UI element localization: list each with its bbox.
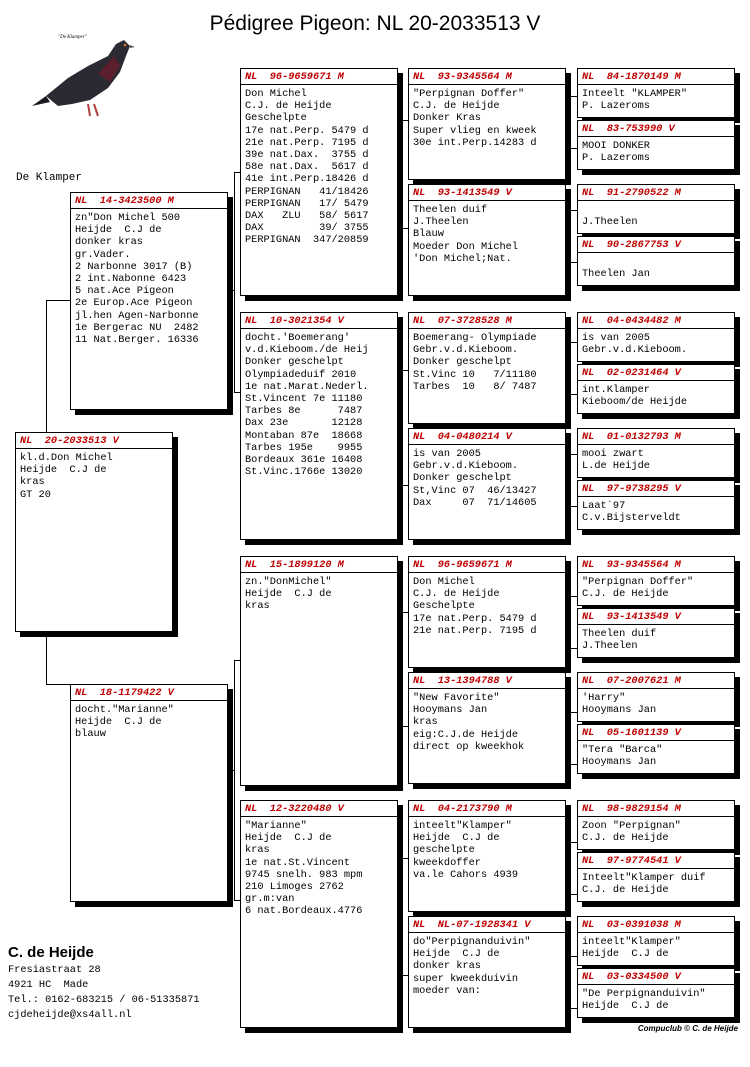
ancestor-card xyxy=(577,236,735,286)
ring-number: NL 93-9345564 M xyxy=(409,69,565,85)
ancestor-card xyxy=(577,120,735,170)
pigeon-details: Laat`97 C.v.Bijsterveldt xyxy=(582,500,681,525)
ring-number: NL 03-0391038 M xyxy=(578,917,734,933)
connector-line xyxy=(228,770,235,771)
pigeon-details: Theelen duif J.Theelen xyxy=(582,628,657,653)
breeder-address: Fresiastraat 28 xyxy=(8,964,101,976)
connector-line xyxy=(570,1008,577,1009)
ring-number: NL 13-1394788 V xyxy=(409,673,565,689)
ancestor-card xyxy=(577,916,735,966)
ring-number: NL 03-0334500 V xyxy=(578,969,734,985)
ring-number: NL 04-0434482 M xyxy=(578,313,734,329)
connector-line xyxy=(400,975,408,976)
pigeon-details: do"Perpignanduivin" Heijde C.J de donker kras super kweekduivin moeder van: xyxy=(413,936,531,997)
ring-number: NL 07-3728528 M xyxy=(409,313,565,329)
connector-line xyxy=(566,368,571,369)
great-grandparent-card xyxy=(408,312,566,424)
photo-label: "De Klamper" xyxy=(58,35,87,40)
ring-number: NL 93-9345564 M xyxy=(578,557,734,573)
connector-line xyxy=(400,370,408,371)
connector-line xyxy=(570,764,577,765)
ancestor-card xyxy=(577,480,735,530)
ring-number: NL 10-3021354 V xyxy=(241,313,397,329)
ancestor-card xyxy=(577,428,735,478)
connector-line xyxy=(570,342,577,343)
ancestor-card xyxy=(577,800,735,850)
grandparent-card xyxy=(240,312,398,540)
pigeon-details: is van 2005 Gebr.v.d.Kieboom. xyxy=(582,332,688,357)
pigeon-details: inteelt"Klamper" Heijde C.J de xyxy=(582,936,681,961)
pigeon-details: int.Klamper Kieboom/de Heijde xyxy=(582,384,688,409)
great-grandparent-card xyxy=(408,68,566,180)
breeder-email: cjdeheijde@xs4all.nl xyxy=(8,1009,132,1021)
ring-number: NL 05-1601139 V xyxy=(578,725,734,741)
footer-copyright: Compuclub © C. de Heijde xyxy=(637,1024,738,1033)
ring-number: NL 20-2033513 V xyxy=(16,433,172,449)
ring-number: NL 90-2867753 V xyxy=(578,237,734,253)
connector-line xyxy=(400,858,408,859)
dam-card xyxy=(70,684,228,902)
connector-line xyxy=(566,982,571,983)
pigeon-details: Zoon "Perpignan" C.J. de Heijde xyxy=(582,820,681,845)
connector-line xyxy=(46,300,70,301)
ring-number: NL 96-9659671 M xyxy=(241,69,397,85)
pigeon-details: 'Harry" Hooymans Jan xyxy=(582,692,657,717)
ring-number: NL 98-9829154 M xyxy=(578,801,734,817)
pigeon-details: "De Perpignanduivin" Heijde C.J de xyxy=(582,988,706,1013)
pigeon-details: Don Michel C.J. de Heijde Geschelpte 17e nat.Perp. 5479 d 21e nat.Perp. 7195 d xyxy=(413,576,537,637)
pigeon-photo xyxy=(28,26,138,126)
ancestor-card xyxy=(577,608,735,658)
connector-line xyxy=(570,596,577,597)
ring-number: NL 97-9738295 V xyxy=(578,481,734,497)
connector-line xyxy=(570,648,577,649)
great-grandparent-card xyxy=(408,184,566,296)
ring-number: NL 97-9774541 V xyxy=(578,853,734,869)
connector-line xyxy=(570,394,577,395)
connector-line xyxy=(400,726,408,727)
great-grandparent-card xyxy=(408,800,566,912)
ring-number: NL 84-1870149 M xyxy=(578,69,734,85)
connector-line xyxy=(234,660,235,900)
ancestor-card xyxy=(577,968,735,1018)
great-grandparent-card xyxy=(408,556,566,668)
connector-line xyxy=(400,612,408,613)
ring-number: NL 83-753990 V xyxy=(578,121,734,137)
connector-line xyxy=(570,210,577,211)
pigeon-details: kl.d.Don Michel Heijde C.J de kras GT 20 xyxy=(20,452,113,501)
pigeon-details: is van 2005 Gebr.v.d.Kieboom. Donker geschelpt St,Vinc 07 46/13427 Dax 07 71/14605 xyxy=(413,448,537,509)
connector-line xyxy=(228,290,235,291)
ancestor-card xyxy=(577,68,735,118)
page-title: Pédigree Pigeon: NL 20-2033513 V xyxy=(209,12,541,35)
ring-number: NL 02-0231464 V xyxy=(578,365,734,381)
ring-number: NL 07-2007621 M xyxy=(578,673,734,689)
pigeon-details: Don Michel C.J. de Heijde Geschelpte 17e nat.Perp. 5479 d 21e nat.Perp. 7195 d 39e nat.Dax. 3755 d 58e nat.Dax. 5617 d 41e int.Perp.18426 d PERPIGNAN 41/18426 PERPIGNAN 17/ 5479 DAX ZLU 58/ 5617 DAX 39/ 3755 PERPIGNAN 347/20859 xyxy=(245,88,369,247)
pigeon-details: "Tera "Barca" Hooymans Jan xyxy=(582,744,663,769)
pigeon-details: "Perpignan Doffer" C.J. de Heijde xyxy=(582,576,694,601)
connector-line xyxy=(570,506,577,507)
connector-line xyxy=(570,454,577,455)
connector-line xyxy=(234,172,235,392)
pigeon-caption: De Klamper xyxy=(16,172,83,184)
ring-number: NL 93-1413549 V xyxy=(578,609,734,625)
connector-line xyxy=(400,120,408,121)
connector-line xyxy=(566,236,571,237)
great-grandparent-card xyxy=(408,672,566,784)
connector-line xyxy=(46,300,47,432)
connector-line xyxy=(46,684,70,685)
connector-line xyxy=(566,480,571,481)
sire-card xyxy=(70,192,228,410)
ancestor-card xyxy=(577,312,735,362)
pigeon-details: Theelen Jan xyxy=(582,268,650,281)
ring-number: NL 04-2173790 M xyxy=(409,801,565,817)
pigeon-details: Boemerang- Olympiade Gebr.v.d.Kieboom. Donker geschelpt St.Vinc 10 7/11180 Tarbes 10 8/ 7487 xyxy=(413,332,537,393)
pigeon-details: "Marianne" Heijde C.J de kras 1e nat.St.Vincent 9745 snelh. 983 mpm 210 Limoges 2762 gr.m:van 6 nat.Bordeaux.4776 xyxy=(245,820,363,918)
connector-line xyxy=(570,956,577,957)
ring-number: NL 14-3423500 M xyxy=(71,193,227,209)
pigeon-details: docht."Marianne" Heijde C.J de blauw xyxy=(75,704,174,741)
breeder-postcode: 4921 HC Made xyxy=(8,979,89,991)
breeder-info xyxy=(8,943,200,1023)
ring-number: NL 04-0480214 V xyxy=(409,429,565,445)
connector-line xyxy=(400,228,408,229)
breeder-name: C. de Heijde xyxy=(8,944,94,961)
ring-number: NL 91-2790522 M xyxy=(578,185,734,201)
pigeon-details: "Perpignan Doffer" C.J. de Heijde Donker Kras Super vlieg en kweek 30e int.Perp.14283 d xyxy=(413,88,537,149)
pigeon-details: zn"Don Michel 500 Heijde C.J de donker kras gr.Vader. 2 Narbonne 3017 (B) 2 int.Nabonne 6423 5 nat.Ace Pigeon 2e Europ.Ace Pigeon jl.hen Agen-Narbonne 1e Bergerac NU 2482 11 Nat.Berger. 16336 xyxy=(75,212,199,347)
ring-number: NL 15-1899120 M xyxy=(241,557,397,573)
pigeon-details: docht.'Boemerang' v.d.Kieboom./de Heij Donker geschelpt Olympiadeduif 2010 1e nat.Marat.Nederl. St.Vincent 7e 11180 Tarbes 8e 7487 Dax 23e 12128 Montaban 87e 18668 Tarbes 195e 9955 Bordeaux 361e 16408 St.Vinc.1766e 13020 xyxy=(245,332,369,479)
ring-number: NL 12-3220480 V xyxy=(241,801,397,817)
ancestor-card xyxy=(577,672,735,722)
ring-number: NL NL-07-1928341 V xyxy=(409,917,565,933)
connector-line xyxy=(566,738,571,739)
pigeon-details: "New Favorite" Hooymans Jan kras eig:C.J.de Heijde direct op kweekhok xyxy=(413,692,525,753)
pigeon-details: Inteelt "KLAMPER" P. Lazeroms xyxy=(582,88,688,113)
ring-number: NL 96-9659671 M xyxy=(409,557,565,573)
grandparent-card xyxy=(240,68,398,296)
ancestor-card xyxy=(577,556,735,606)
great-grandparent-card xyxy=(408,428,566,540)
ring-number: NL 18-1179422 V xyxy=(71,685,227,701)
great-grandparent-card xyxy=(408,916,566,1028)
subject-pigeon-card xyxy=(15,432,173,632)
pigeon-details: inteelt"Klamper" Heijde C.J de geschelpte kweekdoffer va.le Cahors 4939 xyxy=(413,820,519,881)
ring-number: NL 01-0132793 M xyxy=(578,429,734,445)
breeder-phone: Tel.: 0162-683215 / 06-51335871 xyxy=(8,994,200,1006)
connector-line xyxy=(570,96,577,97)
pigeon-details: mooi zwart L.de Heijde xyxy=(582,448,650,473)
ancestor-card xyxy=(577,852,735,902)
ancestor-card xyxy=(577,184,735,234)
ancestor-card xyxy=(577,364,735,414)
connector-line xyxy=(566,122,571,123)
connector-line xyxy=(570,894,577,895)
connector-line xyxy=(570,262,577,263)
connector-line xyxy=(570,712,577,713)
pigeon-details: Inteelt"Klamper duif C.J. de Heijde xyxy=(582,872,706,897)
connector-line xyxy=(400,485,408,486)
connector-line xyxy=(570,148,577,149)
ancestor-card xyxy=(577,724,735,774)
pigeon-details: zn."DonMichel" Heijde C.J de kras xyxy=(245,576,332,613)
connector-line xyxy=(570,842,577,843)
ring-number: NL 93-1413549 V xyxy=(409,185,565,201)
pigeon-details: Theelen duif J.Theelen Blauw Moeder Don Michel 'Don Michel;Nat. xyxy=(413,204,519,265)
connector-line xyxy=(566,622,571,623)
pigeon-details: J.Theelen xyxy=(582,216,638,229)
connector-line xyxy=(566,868,571,869)
grandparent-card xyxy=(240,800,398,1028)
pigeon-details: MOOI DONKER P. Lazeroms xyxy=(582,140,650,165)
grandparent-card xyxy=(240,556,398,786)
